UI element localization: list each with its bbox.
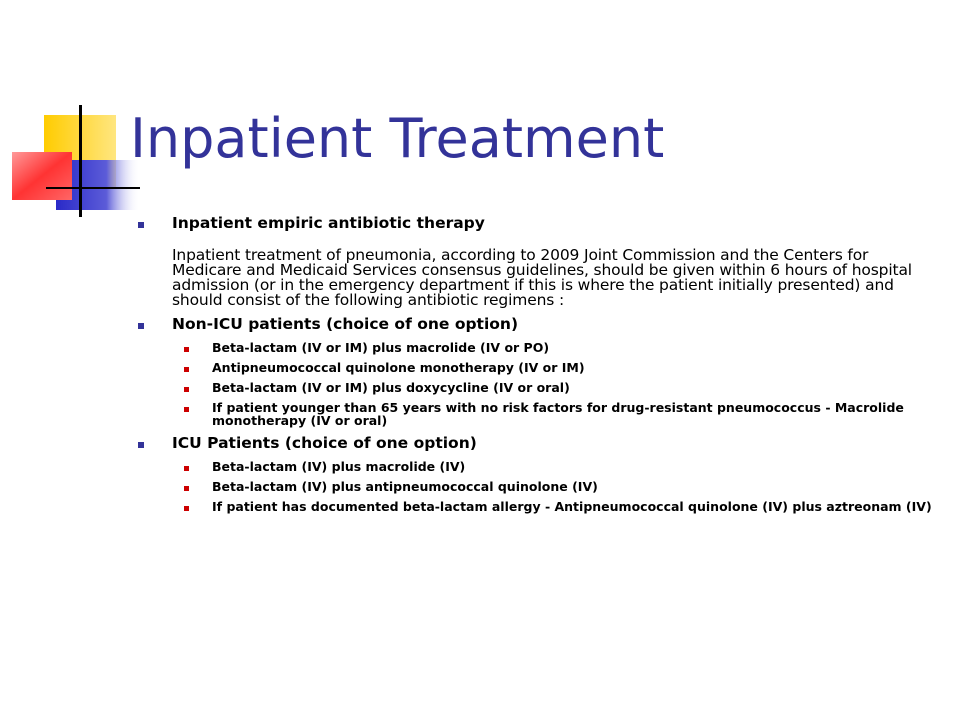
square-bullet-icon [184,347,189,352]
sub-bullet-text: Beta-lactam (IV or IM) plus macrolide (IV or PO) [212,340,550,355]
square-bullet-icon [184,486,189,491]
sub-bullet-text: Beta-lactam (IV or IM) plus doxycycline (IV or oral) [212,380,570,395]
sub-bullet-text: Beta-lactam (IV) plus macrolide (IV) [212,459,466,474]
sub-bullet-text: Antipneumococcal quinolone monotherapy (IV or IM) [212,360,585,375]
sub-bullet [135,381,935,394]
overlapping-squares-logo-icon [0,0,140,220]
sub-bullet [135,401,935,427]
square-bullet-icon [138,323,144,329]
square-bullet-icon [138,442,144,448]
sub-bullet [135,361,935,374]
sub-bullet-text: If patient has documented beta-lactam allergy - Antipneumococcal quinolone (IV) plus aztreonam (IV) [212,499,932,514]
red-square [12,152,72,200]
bullet-heading: Inpatient empiric antibiotic therapy [172,214,485,232]
sub-bullet-text: Beta-lactam (IV) plus antipneumococcal quinolone (IV) [212,479,598,494]
square-bullet-icon [138,222,144,228]
sub-bullet [135,500,935,513]
bullet-non-icu [135,315,935,333]
sub-bullet [135,341,935,354]
horizontal-line [46,187,140,189]
square-bullet-icon [184,387,189,392]
square-bullet-icon [184,466,189,471]
sub-bullet [135,460,935,473]
vertical-line [79,105,82,217]
bullet-heading: Non-ICU patients (choice of one option) [172,315,519,333]
square-bullet-icon [184,367,189,372]
bullet-body-text: Inpatient treatment of pneumonia, according to 2009 Joint Commission and the Centers for Medicare and Medicaid Services consensus guidelines, should be given within 6 hours of hospital admission (or in the emergency department if this is where the patient initially presented) and should consist of the following antibiotic regimens : [172,246,912,309]
square-bullet-icon [184,407,189,412]
bullet-icu [135,434,935,452]
square-bullet-icon [184,506,189,511]
slide-content [135,214,935,520]
bullet-heading: ICU Patients (choice of one option) [172,434,477,452]
sub-bullet [135,480,935,493]
bullet-empiric-therapy [135,214,935,308]
slide-title: Inpatient Treatment [130,107,665,170]
sub-bullet-text: If patient younger than 65 years with no risk factors for drug-resistant pneumococcus - Macrolide monotherapy (IV or oral) [212,400,904,428]
